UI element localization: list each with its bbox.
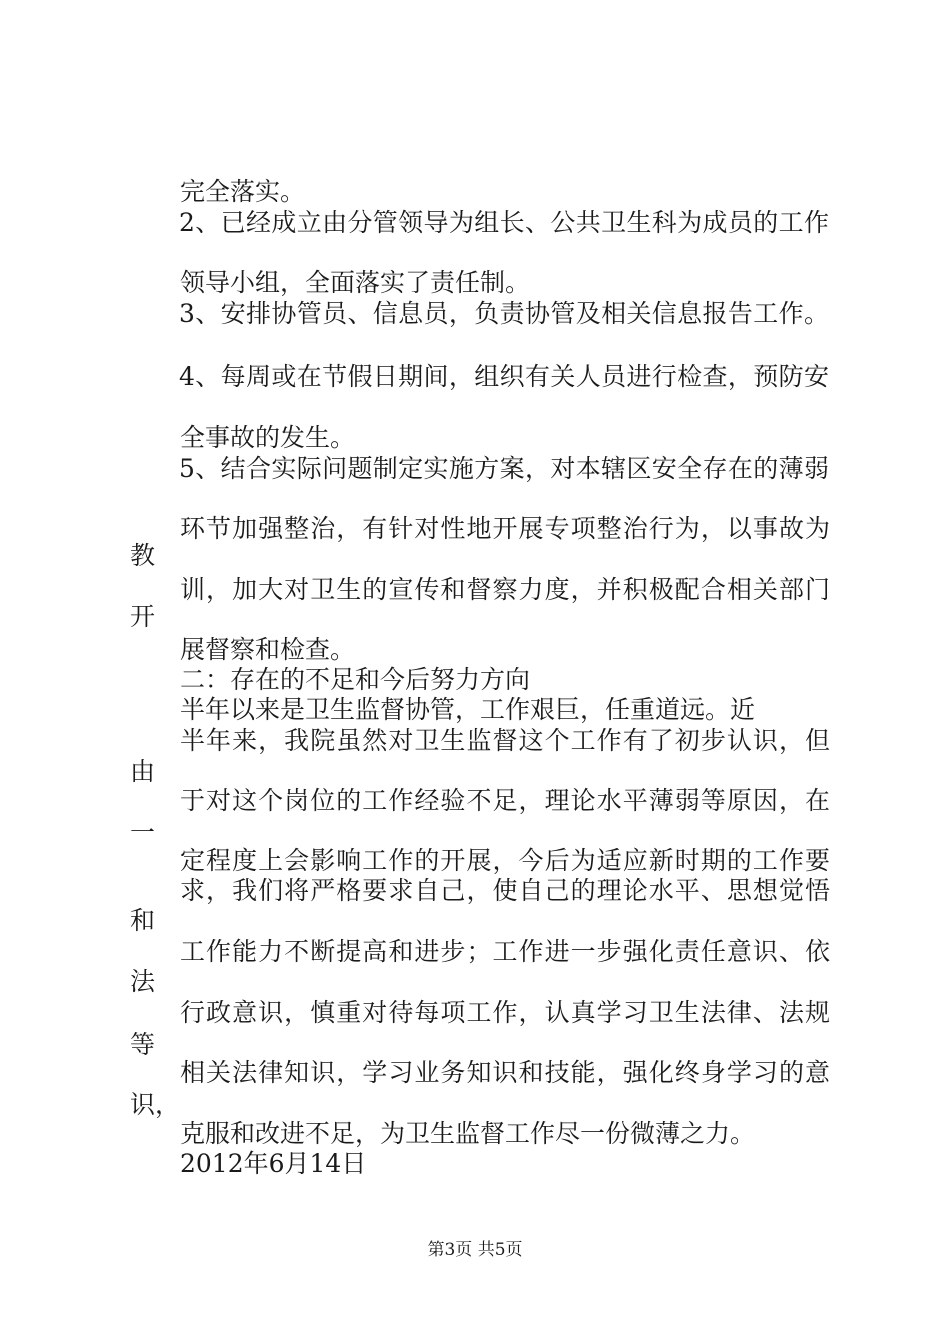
text-line-13: 半年来，我院虽然对卫生监督这个工作有了初步认识，但 xyxy=(180,726,830,755)
text-line-7: 5、结合实际问题制定实施方案，对本辖区安全存在的薄弱 xyxy=(179,454,829,483)
text-line-4: 3、安排协管员、信息员，负责协管及相关信息报告工作。 xyxy=(179,299,829,328)
text-line-15: 定程度上会影响工作的开展，今后为适应新时期的工作要 xyxy=(180,846,830,875)
text-line-6: 全事故的发生。 xyxy=(180,423,356,452)
margin-char-5: 和 xyxy=(130,906,156,935)
text-line-20: 克服和改进不足，为卫生监督工作尽一份微薄之力。 xyxy=(180,1119,756,1148)
margin-char-4: 一 xyxy=(130,818,156,847)
text-line-14: 于对这个岗位的工作经验不足，理论水平薄弱等原因，在 xyxy=(180,786,830,815)
text-line-9: 训，加大对卫生的宣传和督察力度，并积极配合相关部门 xyxy=(180,575,830,604)
margin-char-6: 法 xyxy=(130,967,156,996)
text-line-3: 领导小组，全面落实了责任制。 xyxy=(180,268,531,297)
text-line-5: 4、每周或在节假日期间，组织有关人员进行检查，预防安 xyxy=(179,362,829,391)
margin-char-1: 教 xyxy=(130,541,156,570)
text-line-17: 工作能力不断提高和进步；工作进一步强化责任意识、依 xyxy=(180,937,830,966)
text-line-1: 完全落实。 xyxy=(180,177,306,206)
section-heading: 二：存在的不足和今后努力方向 xyxy=(180,665,531,694)
text-line-19: 相关法律知识，学习业务知识和技能，强化终身学习的意 xyxy=(180,1058,830,1087)
text-line-18: 行政意识，慎重对待每项工作，认真学习卫生法律、法规 xyxy=(180,998,830,1027)
margin-char-2: 开 xyxy=(130,602,156,631)
text-line-8: 环节加强整治，有针对性地开展专项整治行为，以事故为 xyxy=(180,514,830,543)
page-footer: 第3页 共5页 xyxy=(427,1240,523,1260)
text-line-12: 半年以来是卫生监督协管，工作艰巨，任重道远。近 xyxy=(180,695,756,724)
date-line: 2012年6月14日 xyxy=(180,1149,367,1178)
text-line-10: 展督察和检查。 xyxy=(180,635,356,664)
margin-char-3: 由 xyxy=(130,757,156,786)
text-line-2: 2、已经成立由分管领导为组长、公共卫生科为成员的工作 xyxy=(179,208,829,237)
margin-char-8: 识， xyxy=(130,1090,181,1119)
text-line-16: 求，我们将严格要求自己，使自己的理论水平、思想觉悟 xyxy=(180,876,830,905)
margin-char-7: 等 xyxy=(130,1030,156,1059)
